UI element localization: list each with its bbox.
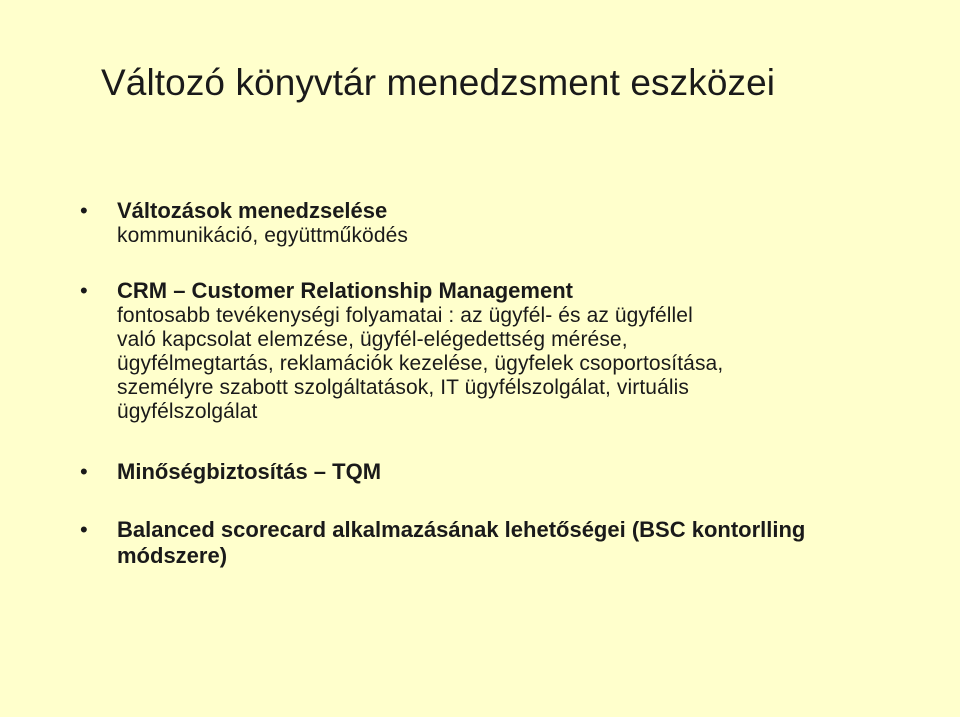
bullet-item-changes — [80, 198, 900, 248]
bullet-body — [117, 224, 900, 248]
bullet-dot-icon: • — [80, 198, 88, 223]
bullet-body-line: ügyfélmegtartás, reklamációk kezelése, ügyfelek csoportosítása, — [117, 352, 724, 375]
bullet-heading: Változások menedzselése — [117, 198, 388, 223]
bullet-list — [80, 198, 900, 603]
bullet-item-tqm — [80, 459, 900, 485]
bullet-heading: Balanced scorecard alkalmazásának lehetőségei (BSC kontorlling módszere) — [117, 517, 806, 568]
bullet-heading: Minőségbiztosítás – TQM — [117, 459, 382, 484]
bullet-item-bsc — [80, 517, 900, 569]
slide-title: Változó könyvtár menedzsment eszközei — [101, 62, 776, 103]
bullet-body — [117, 304, 900, 424]
bullet-item-crm — [80, 278, 900, 424]
bullet-body-line: ügyfélszolgálat — [117, 400, 258, 423]
bullet-body-line: fontosabb tevékenységi folyamatai : az ügyfél- és az ügyféllel — [117, 304, 693, 327]
bullet-dot-icon: • — [80, 278, 88, 303]
bullet-body-line: személyre szabott szolgáltatások, IT ügyfélszolgálat, virtuális — [117, 376, 689, 399]
bullet-dot-icon: • — [80, 517, 88, 542]
bullet-body-line: való kapcsolat elemzése, ügyfél-elégedettség mérése, — [117, 328, 628, 351]
bullet-dot-icon: • — [80, 459, 88, 484]
bullet-body-line: kommunikáció, együttműködés — [117, 224, 408, 247]
bullet-heading: CRM – Customer Relationship Management — [117, 278, 573, 303]
